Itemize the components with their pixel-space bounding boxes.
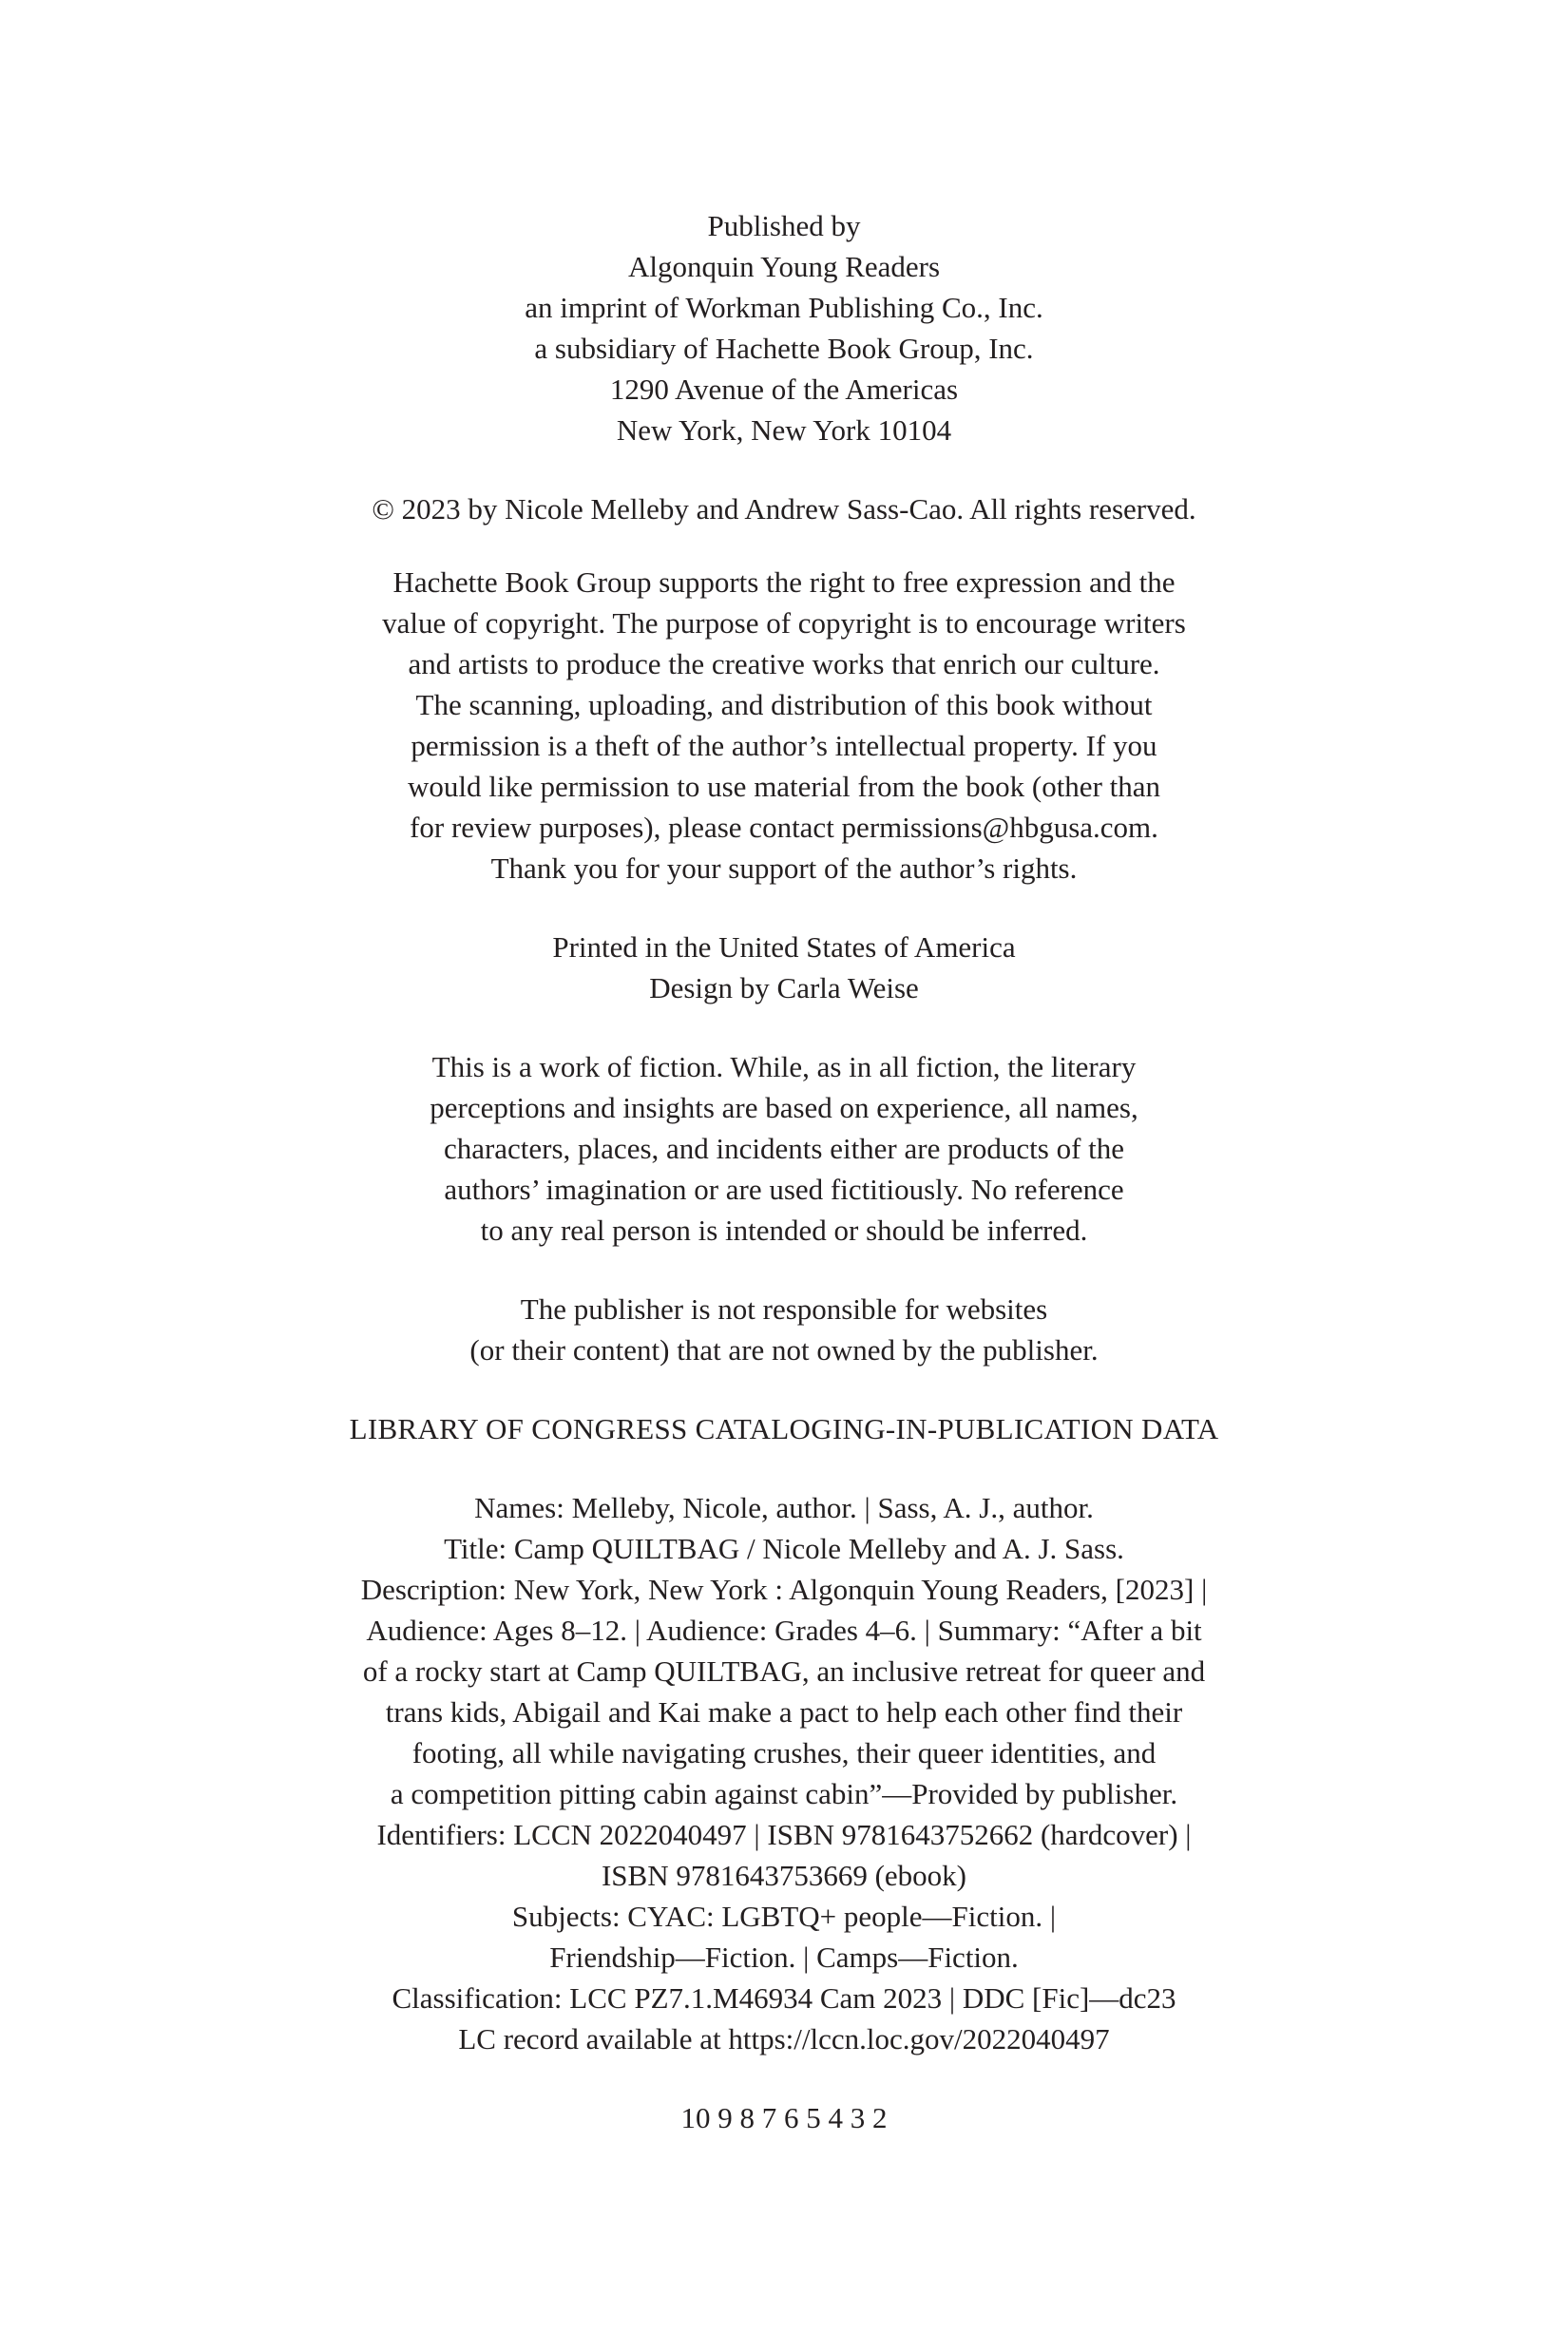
cip-names-line: Names: Melleby, Nicole, author. | Sass, A. J., author. xyxy=(474,1491,1094,1524)
cip-block xyxy=(214,1487,1354,2059)
cip-description-line: Description: New York, New York : Algonquin Young Readers, [2023] | xyxy=(360,1573,1208,1606)
website-disclaimer-line: The publisher is not responsible for websites xyxy=(520,1292,1048,1326)
website-disclaimer-line: (or their content) that are not owned by the publisher. xyxy=(469,1333,1099,1367)
rights-notice-block xyxy=(214,562,1354,889)
printing-credits-block xyxy=(214,927,1354,1008)
copyright-line: © 2023 by Nicole Melleby and Andrew Sass-Cao. All rights reserved. xyxy=(372,492,1196,526)
fiction-disclaimer-line: characters, places, and incidents either are products of the xyxy=(443,1132,1125,1165)
cip-summary-line: trans kids, Abigail and Kai make a pact to help each other find their xyxy=(385,1695,1183,1729)
cip-identifiers-line: Identifiers: LCCN 2022040497 | ISBN 9781643752662 (hardcover) | xyxy=(376,1818,1192,1851)
publisher-line: a subsidiary of Hachette Book Group, Inc. xyxy=(534,332,1034,365)
rights-notice-line: permission is a theft of the author’s intellectual property. If you xyxy=(411,729,1157,762)
cip-summary-line: of a rocky start at Camp QUILTBAG, an inclusive retreat for queer and xyxy=(362,1654,1206,1688)
publisher-address-line: 1290 Avenue of the Americas xyxy=(609,373,959,406)
rights-notice-line: value of copyright. The purpose of copyright is to encourage writers xyxy=(382,606,1186,640)
cip-subjects-line: Subjects: CYAC: LGBTQ+ people—Fiction. | xyxy=(511,1900,1057,1933)
design-credit-line: Design by Carla Weise xyxy=(649,971,919,1004)
printers-key-line: 10 9 8 7 6 5 4 3 2 xyxy=(680,2101,888,2134)
loc-heading-block xyxy=(214,1408,1354,1449)
fiction-disclaimer-line: authors’ imagination or are used fictitiously. No reference xyxy=(444,1173,1124,1206)
cip-summary-line: a competition pitting cabin against cabin”—Provided by publisher. xyxy=(390,1777,1178,1810)
publisher-line: Algonquin Young Readers xyxy=(627,250,941,283)
rights-notice-line: Hachette Book Group supports the right to free expression and the xyxy=(392,565,1176,599)
publisher-address-line: New York, New York 10104 xyxy=(616,413,952,447)
fiction-disclaimer-line: to any real person is intended or should be inferred. xyxy=(480,1214,1088,1247)
printed-in-line: Printed in the United States of America xyxy=(552,930,1016,964)
cip-lc-record-line: LC record available at https://lccn.loc.gov/2022040497 xyxy=(458,2022,1110,2056)
website-disclaimer-block xyxy=(214,1289,1354,1370)
rights-notice-line: Thank you for your support of the author’s rights. xyxy=(490,851,1078,885)
fiction-disclaimer-block xyxy=(214,1046,1354,1251)
rights-notice-line: for review purposes), please contact permissions@hbgusa.com. xyxy=(410,811,1158,844)
fiction-disclaimer-line: This is a work of fiction. While, as in all fiction, the literary xyxy=(431,1050,1137,1083)
cip-audience-line: Audience: Ages 8–12. | Audience: Grades 4–6. | Summary: “After a bit xyxy=(366,1614,1202,1647)
cip-classification-line: Classification: LCC PZ7.1.M46934 Cam 2023 | DDC [Fic]—dc23 xyxy=(392,1981,1176,2015)
rights-notice-line: would like permission to use material from the book (other than xyxy=(407,770,1161,803)
fiction-disclaimer-line: perceptions and insights are based on experience, all names, xyxy=(430,1091,1138,1124)
cip-title-line: Title: Camp QUILTBAG / Nicole Melleby and A. J. Sass. xyxy=(444,1532,1124,1565)
publisher-imprint-block xyxy=(214,205,1354,450)
copyright-line-block xyxy=(214,488,1354,529)
publisher-line: Published by xyxy=(707,209,861,242)
printers-key-block xyxy=(214,2097,1354,2138)
cip-isbn-line: ISBN 9781643753669 (ebook) xyxy=(601,1859,967,1892)
rights-notice-line: and artists to produce the creative works that enrich our culture. xyxy=(408,647,1160,680)
cip-subjects-line: Friendship—Fiction. | Camps—Fiction. xyxy=(549,1941,1019,1974)
rights-notice-line: The scanning, uploading, and distribution of this book without xyxy=(415,688,1153,721)
publisher-line: an imprint of Workman Publishing Co., Inc. xyxy=(525,291,1043,324)
loc-heading: LIBRARY OF CONGRESS CATALOGING-IN-PUBLICATION DATA xyxy=(349,1412,1219,1445)
cip-summary-line: footing, all while navigating crushes, their queer identities, and xyxy=(411,1736,1157,1769)
